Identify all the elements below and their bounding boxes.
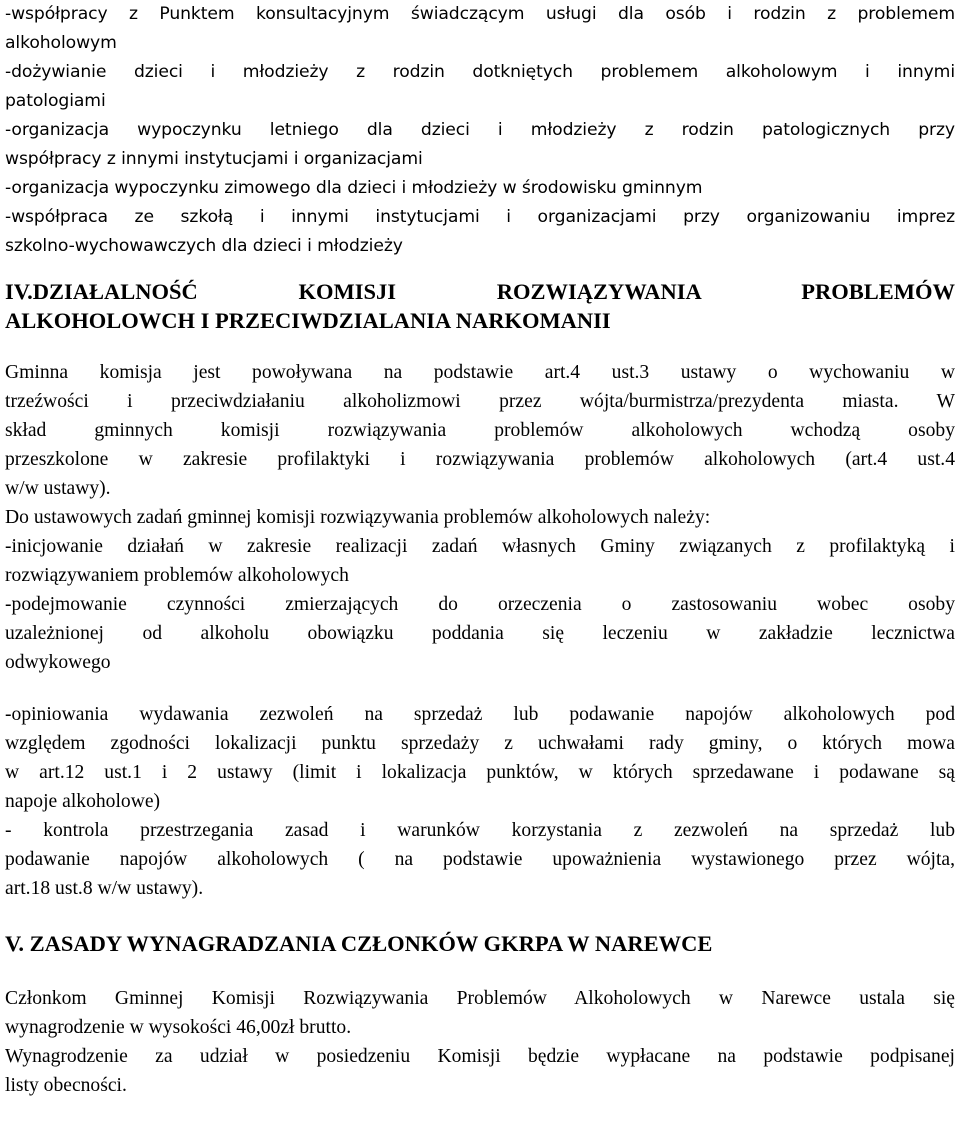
- section-5-heading: [5, 929, 955, 958]
- s4p2-line-6: odwykowego: [5, 652, 111, 673]
- s4p1-line-4: przeszkolone w zakresie profilaktyki i rozwiązywania problemów alkoholowych (art.4 ust.4: [5, 449, 955, 470]
- section-4-heading: [5, 277, 955, 335]
- s4p3-line-4: napoje alkoholowe): [5, 791, 161, 812]
- section-5-paragraph-2: [5, 1042, 955, 1100]
- s4p2-line-1: Do ustawowych zadań gminnej komisji rozwiązywania problemów alkoholowych należy:: [5, 507, 711, 528]
- document-page: [5, 0, 955, 1100]
- section-4-paragraph-3: [5, 700, 955, 903]
- intro-line-2: alkoholowym: [5, 33, 117, 53]
- section-5-paragraph-1: [5, 984, 955, 1042]
- intro-line-3: -dożywianie dzieci i młodzieży z rodzin dotkniętych problemem alkoholowym i innymi: [5, 62, 955, 82]
- s4p1-line-5: w/w ustawy).: [5, 478, 111, 499]
- intro-line-1: -współpracy z Punktem konsultacyjnym świadczącym usługi dla osób i rodzin z problemem: [5, 4, 955, 24]
- intro-line-4: patologiami: [5, 91, 106, 111]
- intro-line-9: szkolno-wychowawczych dla dzieci i młodzieży: [5, 236, 403, 256]
- intro-line-5: -organizacja wypoczynku letniego dla dzieci i młodzieży z rodzin patologicznych przy: [5, 120, 955, 140]
- s5p2-line-2: listy obecności.: [5, 1075, 127, 1096]
- s4p1-line-3: skład gminnych komisji rozwiązywania problemów alkoholowych wchodzą osoby: [5, 420, 955, 441]
- section-5-heading-line: V. ZASADY WYNAGRADZANIA CZŁONKÓW GKRPA W NAREWCE: [5, 931, 713, 956]
- section-4-heading-line-2: ALKOHOLOWCH I PRZECIWDZIALANIA NARKOMANII: [5, 308, 611, 333]
- section-4-paragraph-1: [5, 358, 955, 503]
- section-4-paragraph-2: [5, 503, 955, 677]
- s4p2-line-4: -podejmowanie czynności zmierzających do orzeczenia o zastosowaniu wobec osoby: [5, 594, 955, 615]
- s4p2-line-2: -inicjowanie działań w zakresie realizacji zadań własnych Gminy związanych z profilaktyką i: [5, 536, 955, 557]
- s4p2-line-3: rozwiązywaniem problemów alkoholowych: [5, 565, 349, 586]
- s4p3-line-2: względem zgodności lokalizacji punktu sprzedaży z uchwałami rady gminy, o których mowa: [5, 733, 955, 754]
- s4p3-line-6: podawanie napojów alkoholowych ( na podstawie upoważnienia wystawionego przez wójta,: [5, 849, 955, 870]
- section-4-heading-line-1: IV.DZIAŁALNOŚĆ KOMISJI ROZWIĄZYWANIA PROBLEMÓW: [5, 279, 955, 304]
- intro-line-8: -współpraca ze szkołą i innymi instytucjami i organizacjami przy organizowaniu imprez: [5, 207, 955, 227]
- s4p3-line-3: w art.12 ust.1 i 2 ustawy (limit i lokalizacja punktów, w których sprzedawane i podawane są: [5, 762, 955, 783]
- intro-line-6: współpracy z innymi instytucjami i organizacjami: [5, 149, 423, 169]
- intro-list: [5, 0, 955, 261]
- s4p1-line-1: Gminna komisja jest powoływana na podstawie art.4 ust.3 ustawy o wychowaniu w: [5, 362, 955, 383]
- s4p2-line-5: uzależnionej od alkoholu obowiązku poddania się leczeniu w zakładzie lecznictwa: [5, 623, 955, 644]
- s4p3-line-5: - kontrola przestrzegania zasad i warunków korzystania z zezwoleń na sprzedaż lub: [5, 820, 955, 841]
- intro-line-7: -organizacja wypoczynku zimowego dla dzieci i młodzieży w środowisku gminnym: [5, 178, 703, 198]
- s5p2-line-1: Wynagrodzenie za udział w posiedzeniu Komisji będzie wypłacane na podstawie podpisanej: [5, 1046, 955, 1067]
- s4p3-line-1: -opiniowania wydawania zezwoleń na sprzedaż lub podawanie napojów alkoholowych pod: [5, 704, 955, 725]
- s5p1-line-1: Członkom Gminnej Komisji Rozwiązywania Problemów Alkoholowych w Narewce ustala się: [5, 988, 955, 1009]
- s5p1-line-2: wynagrodzenie w wysokości 46,00zł brutto.: [5, 1017, 352, 1038]
- s4p3-line-7: art.18 ust.8 w/w ustawy).: [5, 878, 204, 899]
- s4p1-line-2: trzeźwości i przeciwdziałaniu alkoholizmowi przez wójta/burmistrza/prezydenta miasta. W: [5, 391, 955, 412]
